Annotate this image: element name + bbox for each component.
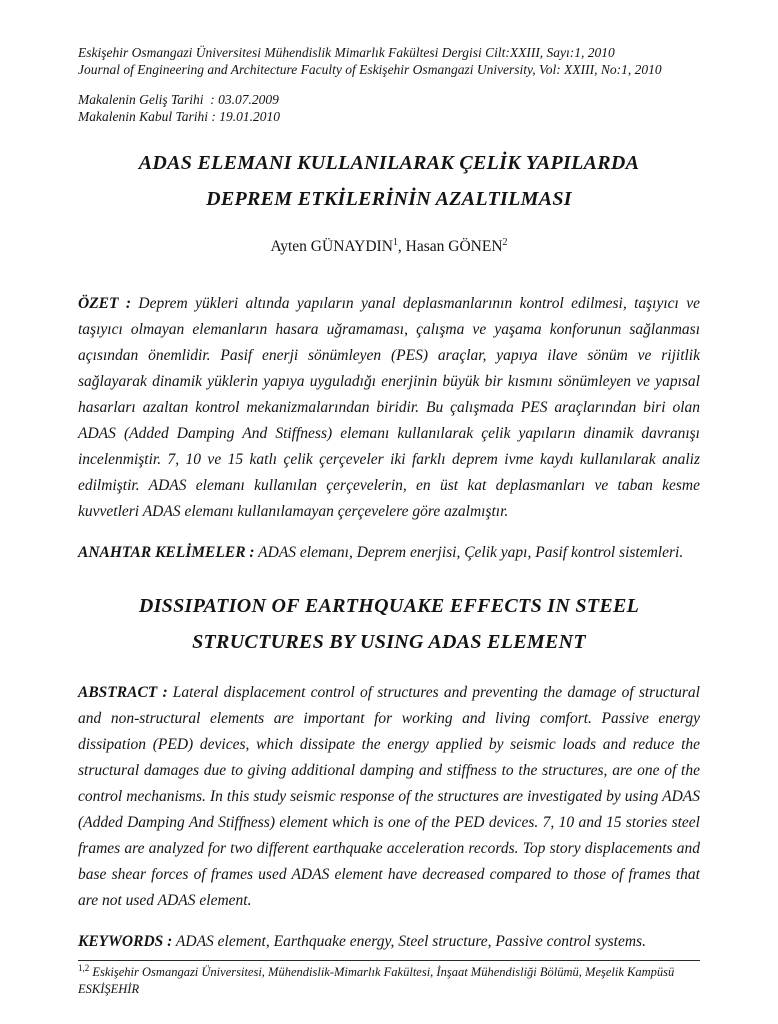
article-dates [78, 91, 700, 125]
received-date-line: Makalenin Geliş Tarihi : 03.07.2009 [78, 92, 279, 107]
keywords-turkish-line [78, 540, 700, 566]
title-english-line1: DISSIPATION OF EARTHQUAKE EFFECTS IN STEEL [138, 595, 640, 617]
footnote-sup: 1,2 [78, 962, 90, 973]
journal-name-english: Journal of Engineering and Architecture Faculty of Eskişehir Osmangazi University, Vol: XXIII, No:1, 2010 [78, 62, 662, 77]
title-english [78, 588, 700, 660]
affiliation-footnote [78, 960, 700, 998]
abstract-english-paragraph [78, 680, 700, 914]
abstract-english-label: ABSTRACT : [78, 684, 168, 701]
accepted-date-line: Makalenin Kabul Tarihi : 19.01.2010 [78, 109, 281, 124]
author-1-name: Ayten GÜNAYDIN [270, 238, 393, 255]
title-turkish [78, 145, 700, 217]
keywords-english-label: KEYWORDS : [78, 933, 173, 950]
title-english-line2: STRUCTURES BY USING ADAS ELEMENT [192, 631, 586, 653]
authors-separator: , [397, 238, 406, 255]
journal-header [78, 44, 700, 78]
author-2-name: Hasan GÖNEN [405, 238, 503, 255]
keywords-english-text: ADAS element, Earthquake energy, Steel structure, Passive control systems. [172, 933, 646, 950]
abstract-turkish-label: ÖZET : [78, 295, 132, 312]
footnote-text: Eskişehir Osmangazi Üniversitesi, Mühendislik-Mimarlık Fakültesi, İnşaat Mühendisliği Bölümü, Meşelik Kampüsü ESKİŞEHİR [78, 965, 675, 996]
author-2-affiliation-sup: 2 [502, 236, 508, 248]
title-turkish-line2: DEPREM ETKİLERİNİN AZALTILMASI [206, 188, 572, 210]
title-turkish-line1: ADAS ELEMANI KULLANILARAK ÇELİK YAPILARDA [138, 152, 640, 174]
keywords-english-line [78, 929, 700, 955]
journal-name-turkish: Eskişehir Osmangazi Üniversitesi Mühendislik Mimarlık Fakültesi Dergisi Cilt:XXIII, Sayı:1, 2010 [78, 45, 615, 60]
authors-line [78, 237, 700, 257]
keywords-turkish-label: ANAHTAR KELİMELER : [78, 544, 255, 561]
abstract-english-text: Lateral displacement control of structures and preventing the damage of structural and non-structural elements are important for working and living comfort. Passive energy dissipation (PED) devices, which dissipate the energy applied by seismic loads and reduce the structural damages due to giving additional damping and stiffness to the structures, are one of the control mechanisms. In this study seismic response of the structures are investigated by using ADAS (Added Damping And Stiffness) element which is one of the PED devices. 7, 10 and 15 stories steel frames are analyzed for two different earthquake acceleration records. Top story displacements and base shear forces of frames used ADAS element have decreased compared to those of frames that are not used ADAS element. [78, 684, 700, 909]
abstract-turkish-paragraph [78, 291, 700, 525]
keywords-turkish-text: ADAS elemanı, Deprem enerjisi, Çelik yapı, Pasif kontrol sistemleri. [254, 544, 684, 561]
abstract-turkish-text: Deprem yükleri altında yapıların yanal deplasmanlarının kontrol edilmesi, taşıyıcı ve taşıyıcı olmayan elemanların hasara uğramaması, çalışma ve yaşama konforunun sağlanması açısından önemlidir. Pasif enerji sönümleyen (PES) araçlar, yapıya ilave sönüm ve rijitlik sağlayarak dinamik yüklerin yapıya uyguladığı enerjinin büyük bir kısmını sönümleyen ve yapısal hasarları azaltan kontrol mekanizmalarından biridir. Bu çalışmada PES araçlarından biri olan ADAS (Added Damping And Stiffness) elemanı kullanılarak çelik yapıların dinamik davranışı incelenmiştir. 7, 10 ve 15 katlı çelik çerçeveler iki farklı deprem ivme kaydı kullanılarak analiz edilmiştir. ADAS elemanı kullanılan çerçevelerin, en üst kat deplasmanları ve taban kesme kuvvetleri ADAS elemanı kullanılamayan çerçevelere göre azalmıştır. [78, 295, 700, 520]
author-1-affiliation-sup: 1 [392, 236, 398, 248]
